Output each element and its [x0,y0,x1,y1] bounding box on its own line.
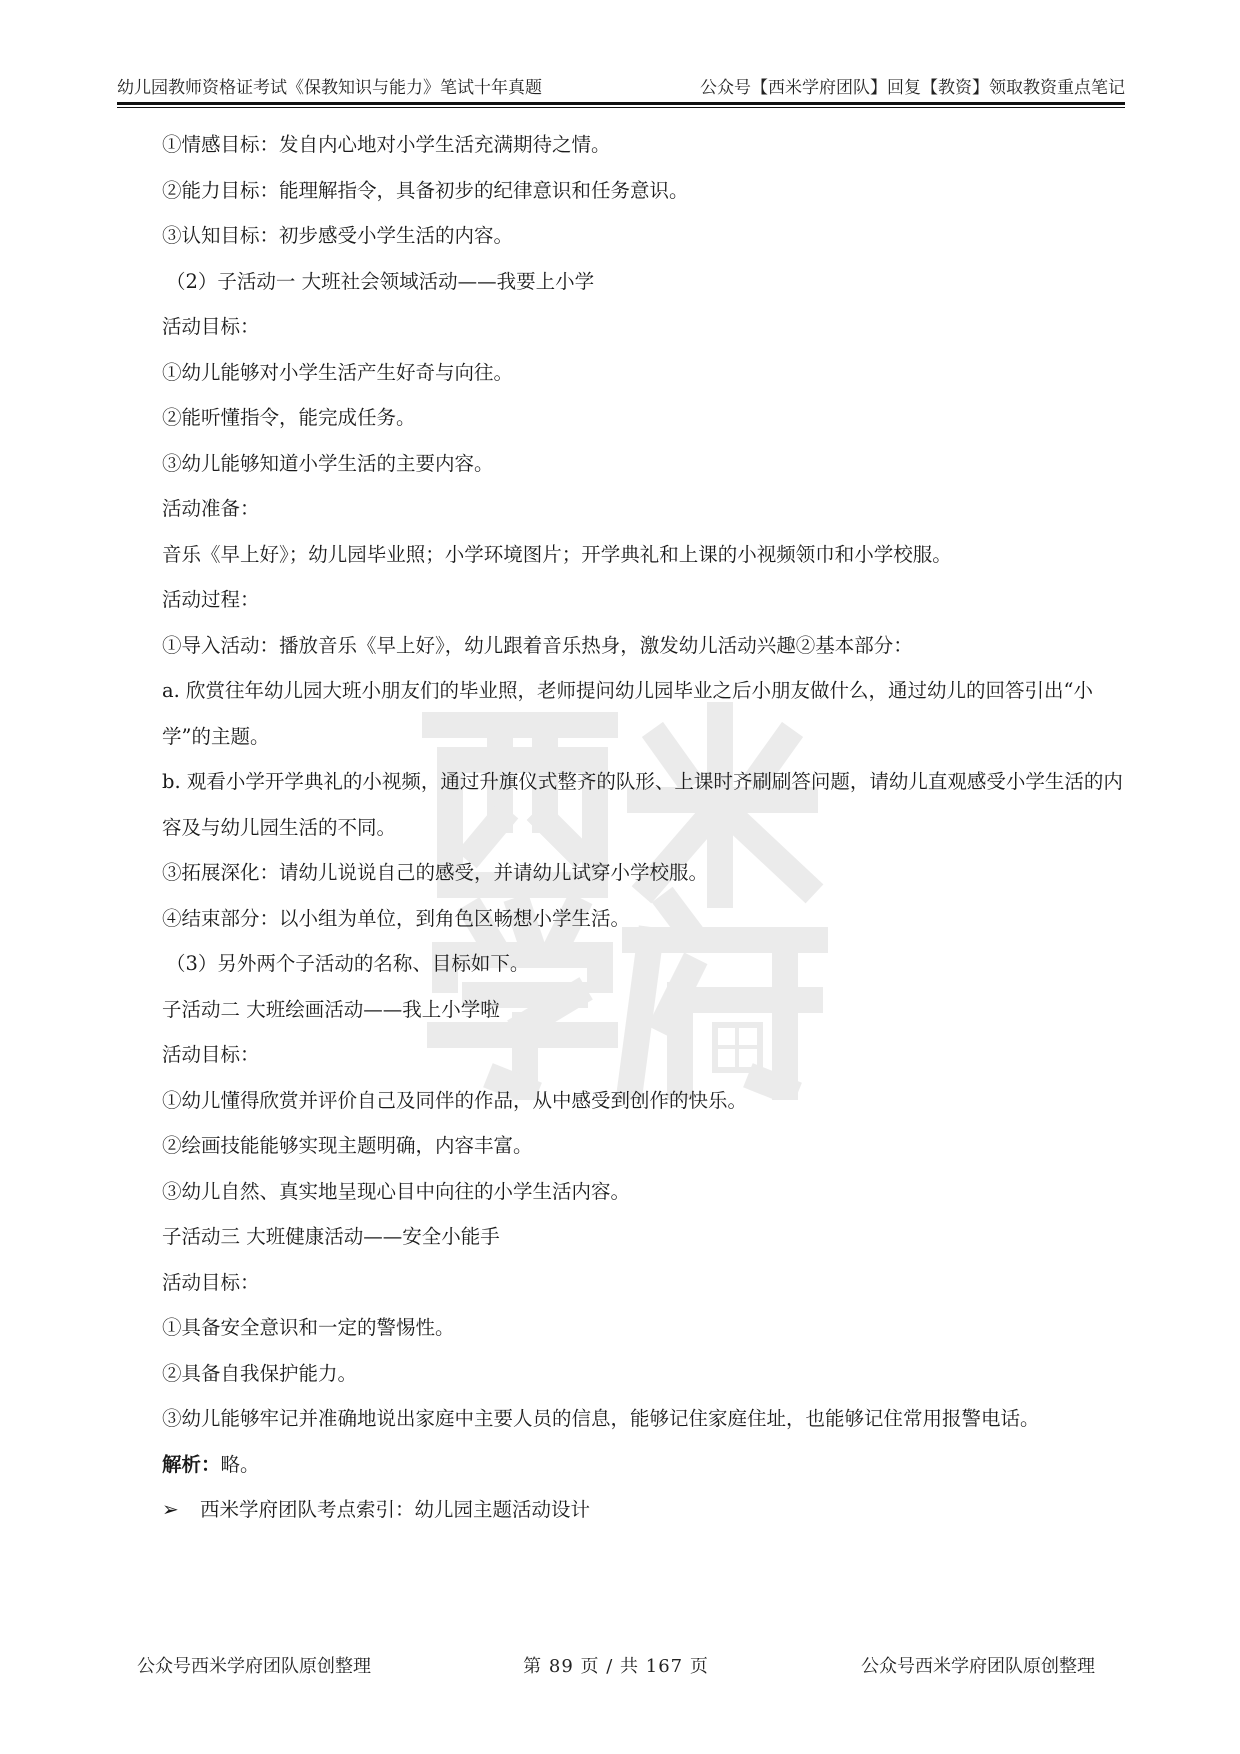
page-footer [137,1652,1095,1678]
goal-item: ②绘画技能能够实现主题明确，内容丰富。 [162,1134,533,1157]
goal-item: ③幼儿能够知道小学生活的主要内容。 [162,451,494,475]
goal-item: ②能听懂指令，能完成任务。 [162,406,416,429]
activity-goals-heading: 活动目标： [162,315,260,338]
activity-prep-text: 音乐《早上好》；幼儿园毕业照；小学环境图片；开学典礼和上课的小视频领巾和小学校服。 [162,542,952,566]
process-step: ①导入活动：播放音乐《早上好》，幼儿跟着音乐热身，激发幼儿活动兴趣②基本部分： [162,633,913,657]
header-rule [117,102,1125,105]
document-body [162,122,1123,1533]
process-step: ③拓展深化：请幼儿说说自己的感受，并请幼儿试穿小学校服。 [162,861,709,884]
footer-right: 公众号西米学府团队原创整理 [861,1656,1095,1677]
activity-prep-heading: 活动准备： [162,497,260,520]
index-line [162,1487,1123,1533]
goal-item: ②具备自我保护能力。 [162,1361,358,1385]
header-promo: 公众号【西米学府团队】回复【教资】领取教资重点笔记 [700,78,1125,98]
activity-goals-heading: 活动目标： [162,1270,260,1294]
analysis-label: 解析： [162,1452,221,1476]
goal-emotion: ①情感目标：发自内心地对小学生活充满期待之情。 [162,133,611,156]
goal-item: ①幼儿能够对小学生活产生好奇与向往。 [162,360,514,384]
process-step: a. 欣赏往年幼儿园大班小朋友们的毕业照，老师提问幼儿园毕业之后小朋友做什么，通过幼儿的回答引出“小学”的主题。 [162,679,1093,748]
activity-process-heading: 活动过程： [162,588,260,611]
subactivity-3-heading: 子活动三 大班健康活动——安全小能手 [162,1225,500,1248]
arrow-bullet-icon: ➢ [162,1497,179,1521]
header-title: 幼儿园教师资格证考试《保教知识与能力》笔试十年真题 [117,78,542,98]
activity-goals-heading: 活动目标： [162,1043,260,1066]
goal-item: ③幼儿能够牢记并准确地说出家庭中主要人员的信息，能够记住家庭住址，也能够记住常用报警电话。 [162,1407,1040,1430]
goal-item: ①幼儿懂得欣赏并评价自己及同伴的作品，从中感受到创作的快乐。 [162,1088,748,1112]
page-header [117,68,1125,98]
analysis-line [162,1442,1123,1488]
header-rule-thin [117,107,1125,108]
other-subactivities-heading: （3）另外两个子活动的名称、目标如下。 [166,952,530,975]
process-step: b. 观看小学开学典礼的小视频，通过升旗仪式整齐的队形、上课时齐刷刷答问题，请幼儿直观感受小学生活的内容及与幼儿园生活的不同。 [162,770,1123,839]
subactivity-1-heading: （2）子活动一 大班社会领域活动——我要上小学 [166,269,595,293]
process-step: ④结束部分：以小组为单位，到角色区畅想小学生活。 [162,906,631,930]
footer-left: 公众号西米学府团队原创整理 [137,1656,371,1677]
goal-cognition: ③认知目标：初步感受小学生活的内容。 [162,224,514,247]
goal-item: ③幼儿自然、真实地呈现心目中向往的小学生活内容。 [162,1179,631,1203]
analysis-text: 略。 [220,1452,260,1476]
page-number: 第 89 页 / 共 167 页 [523,1656,709,1677]
goal-ability: ②能力目标：能理解指令，具备初步的纪律意识和任务意识。 [162,178,689,202]
subactivity-2-heading: 子活动二 大班绘画活动——我上小学啦 [162,997,500,1021]
index-text: 西米学府团队考点索引：幼儿园主题活动设计 [200,1498,591,1521]
goal-item: ①具备安全意识和一定的警惕性。 [162,1316,455,1339]
